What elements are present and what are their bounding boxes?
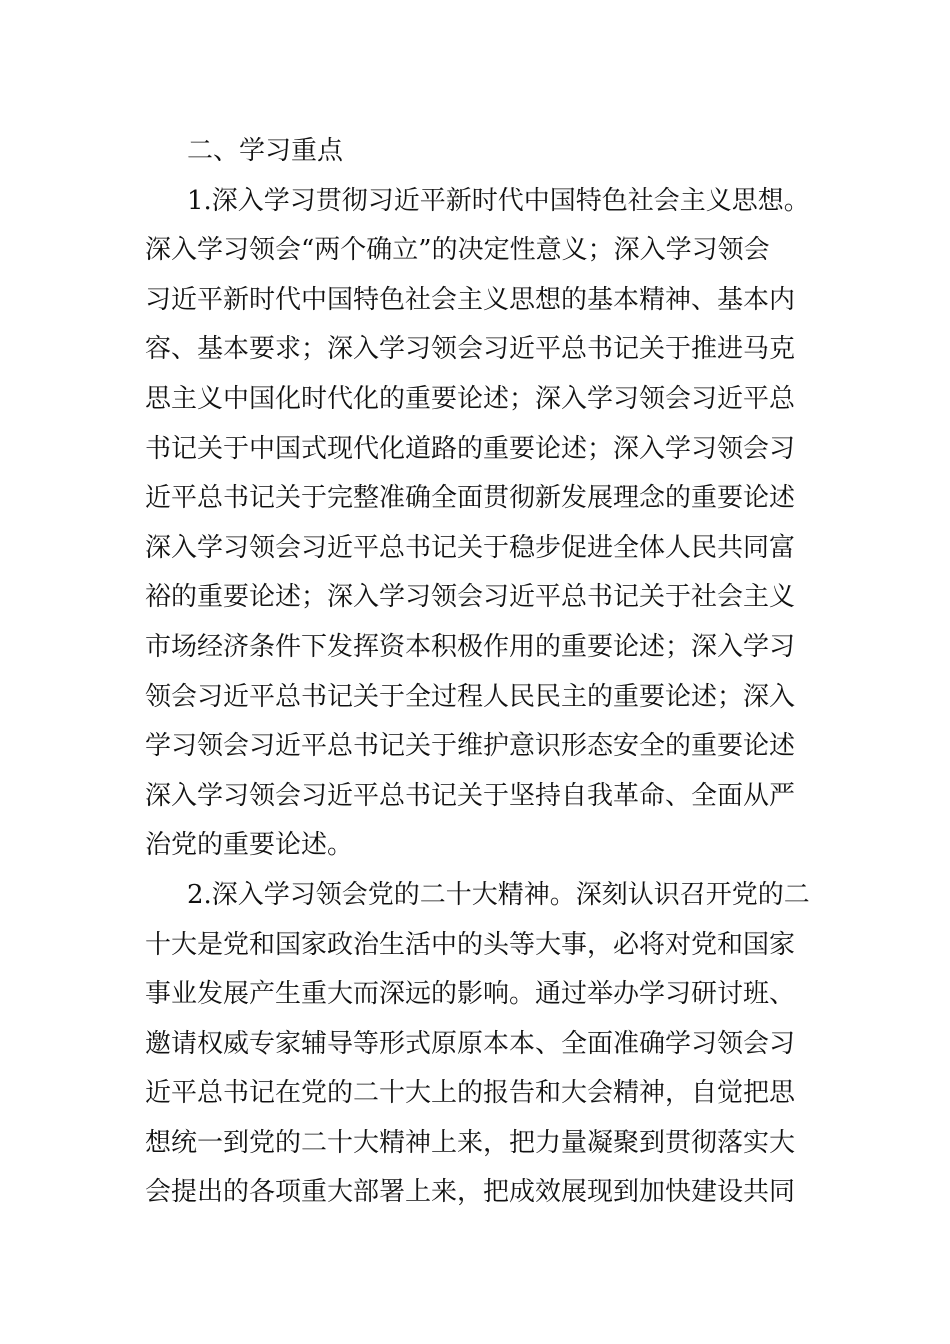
paragraph-line: 学习领会习近平总书记关于维护意识形态安全的重要论述 xyxy=(145,731,796,762)
paragraph-line: 深入学习领会“两个确立”的决定性意义；深入学习领会 xyxy=(145,235,770,266)
paragraph-line: 邀请权威专家辅导等形式原原本本、全面准确学习领会习 xyxy=(145,1028,796,1059)
paragraph-line: 深入学习领会习近平总书记关于坚持自我革命、全面从严 xyxy=(145,780,796,811)
paragraph-line: 2.深入学习领会党的二十大精神。深刻认识召开党的二 xyxy=(187,879,810,910)
paragraph-line: 十大是党和国家政治生活中的头等大事，必将对党和国家 xyxy=(145,929,796,960)
paragraph-line: 近平总书记关于完整准确全面贯彻新发展理念的重要论述 xyxy=(145,483,796,514)
paragraph-2 xyxy=(145,871,815,1218)
paragraph-line: 容、基本要求；深入学习领会习近平总书记关于推进马克 xyxy=(145,334,796,365)
paragraph-line: 会提出的各项重大部署上来，把成效展现到加快建设共同 xyxy=(145,1177,796,1208)
paragraph-line: 1.深入学习贯彻习近平新时代中国特色社会主义思想。 xyxy=(187,185,810,216)
paragraph-line: 想统一到党的二十大精神上来，把力量凝聚到贯彻落实大 xyxy=(145,1127,796,1158)
paragraph-line: 书记关于中国式现代化道路的重要论述；深入学习领会习 xyxy=(145,433,796,464)
paragraph-line: 事业发展产生重大而深远的影响。通过举办学习研讨班、 xyxy=(145,979,796,1010)
paragraph-line: 领会习近平总书记关于全过程人民民主的重要论述；深入 xyxy=(145,681,796,712)
paragraph-line: 习近平新时代中国特色社会主义思想的基本精神、基本内 xyxy=(145,284,796,315)
paragraph-line: 市场经济条件下发挥资本积极作用的重要论述；深入学习 xyxy=(145,631,796,662)
paragraph-line: 思主义中国化时代化的重要论述；深入学习领会习近平总 xyxy=(145,383,796,414)
paragraph-line: 裕的重要论述；深入学习领会习近平总书记关于社会主义 xyxy=(145,582,796,613)
paragraph-line: 治党的重要论述。 xyxy=(145,830,354,861)
document-body xyxy=(145,127,815,1218)
paragraph-line: 深入学习领会习近平总书记关于稳步促进全体人民共同富 xyxy=(145,532,796,563)
paragraph-line: 近平总书记在党的二十大上的报告和大会精神，自觉把思 xyxy=(145,1078,796,1109)
paragraph-1 xyxy=(145,177,815,871)
section-heading: 二、学习重点 xyxy=(187,136,344,166)
